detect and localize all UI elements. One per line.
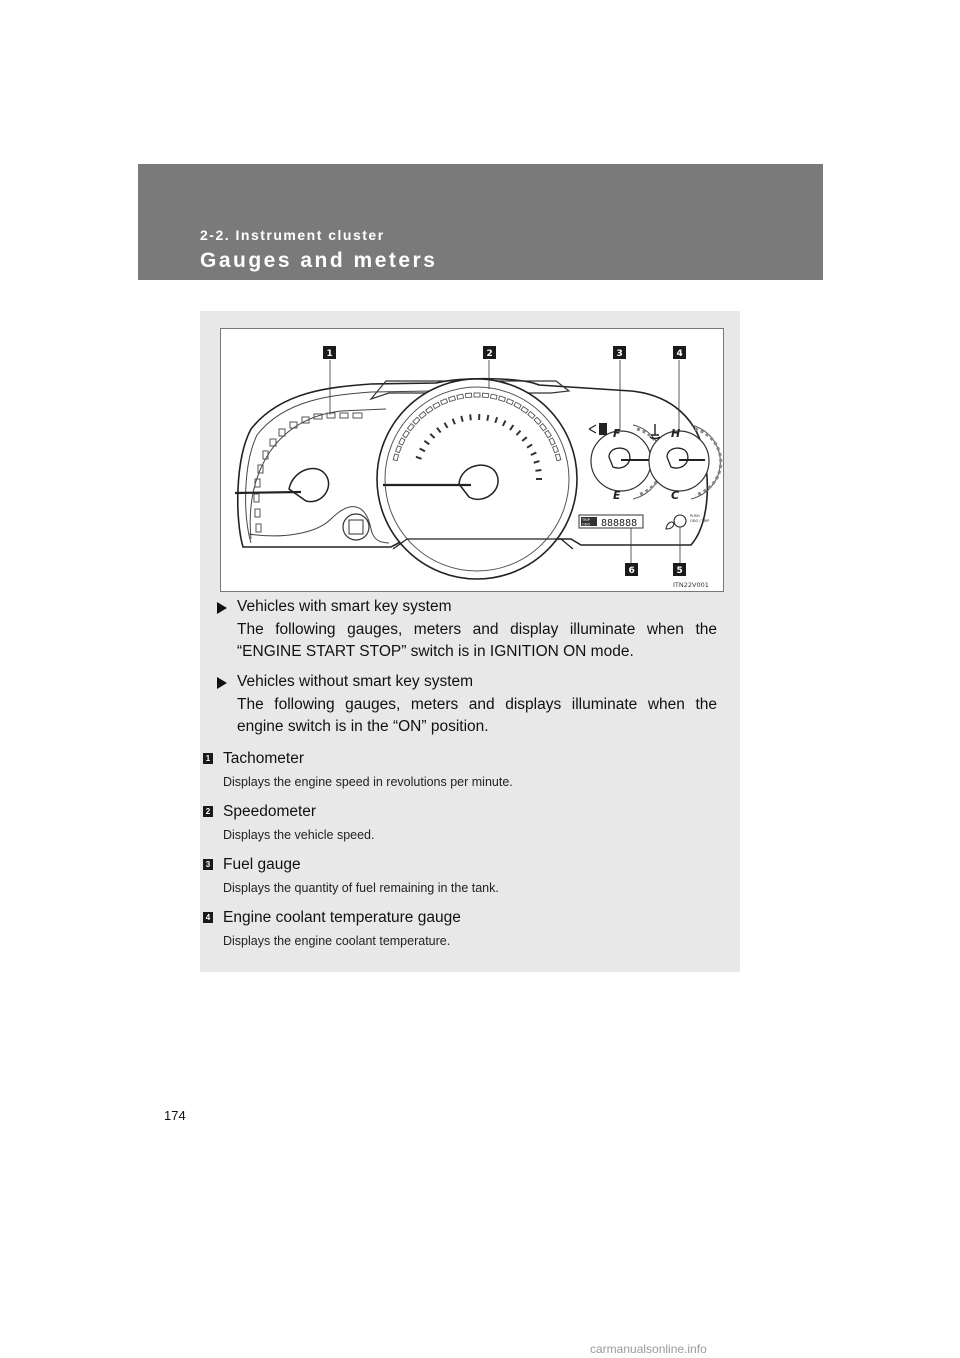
item-description: Displays the engine speed in revolutions per minute. [223, 775, 513, 789]
item-description: Displays the quantity of fuel remaining in the tank. [223, 881, 499, 895]
instrument-cluster-illustration [220, 328, 724, 592]
temp-cold-label: C [671, 489, 680, 502]
svg-text:4: 4 [676, 349, 683, 359]
fuel-full-label: F [613, 427, 621, 440]
svg-text:1: 1 [326, 349, 333, 359]
fuel-gauge-hub [609, 448, 630, 468]
callout-4 [673, 346, 686, 359]
svg-text:5: 5 [676, 566, 683, 576]
section-header [138, 164, 823, 280]
odo-label: ODO [582, 522, 591, 527]
item-title: Engine coolant temperature gauge [223, 909, 461, 926]
item-title: Speedometer [223, 803, 317, 820]
callout-3 [613, 346, 626, 359]
bullet-smart-key [217, 596, 717, 664]
item-title: Tachometer [223, 750, 304, 767]
item-fuel-gauge [203, 855, 723, 897]
fuel-empty-label: E [613, 489, 621, 502]
knob-push-label: PUSH [690, 514, 700, 518]
item-speedometer [203, 802, 723, 844]
bullet-heading: Vehicles without smart key system [237, 673, 474, 690]
knob-odo-trip-label: ODO / TRIP [690, 519, 710, 523]
callout-1 [323, 346, 336, 359]
item-title: Fuel gauge [223, 856, 301, 873]
item-number-badge: 3 [203, 859, 213, 870]
item-coolant-gauge [203, 908, 723, 950]
bullet-heading: Vehicles with smart key system [237, 598, 452, 615]
tachometer-needle [235, 492, 301, 493]
svg-text:2: 2 [486, 349, 493, 359]
watermark: carmanualsonline.info [590, 1342, 707, 1356]
figure-code: ITN22V001 [673, 581, 709, 589]
svg-text:6: 6 [628, 566, 635, 576]
bullet-body: The following gauges, meters and display illuminate when the “ENGINE START STOP” switch is in IGNITION ON mode. [237, 620, 717, 660]
bullet-body: The following gauges, meters and displays illuminate when the engine switch is in the “ON” position. [237, 695, 717, 735]
bullet-arrow-icon [217, 602, 227, 614]
bullet-arrow-icon [217, 677, 227, 689]
svg-text:3: 3 [616, 349, 623, 359]
speedometer-minor-tick [536, 478, 542, 480]
item-number-badge: 4 [203, 912, 213, 923]
callout-2 [483, 346, 496, 359]
odo-trip-knob [674, 515, 686, 527]
page-title: Gauges and meters [200, 249, 438, 272]
bullet-no-smart-key [217, 671, 717, 739]
item-tachometer [203, 749, 723, 791]
callout-6 [625, 563, 638, 576]
section-label: 2-2. Instrument cluster [200, 227, 385, 243]
item-description: Displays the vehicle speed. [223, 828, 375, 842]
callout-5 [673, 563, 686, 576]
item-description: Displays the engine coolant temperature. [223, 934, 451, 948]
temp-hot-label: H [671, 427, 681, 440]
speedometer-minor-tick [478, 414, 480, 420]
item-number-badge: 2 [203, 806, 213, 817]
item-number-badge: 1 [203, 753, 213, 764]
trip-label: TRIP [582, 518, 590, 522]
temperature-gauge-hub [667, 448, 688, 468]
content-panel [200, 311, 740, 972]
odometer-digits: 888888 [601, 518, 638, 529]
page-number: 174 [164, 1108, 186, 1123]
